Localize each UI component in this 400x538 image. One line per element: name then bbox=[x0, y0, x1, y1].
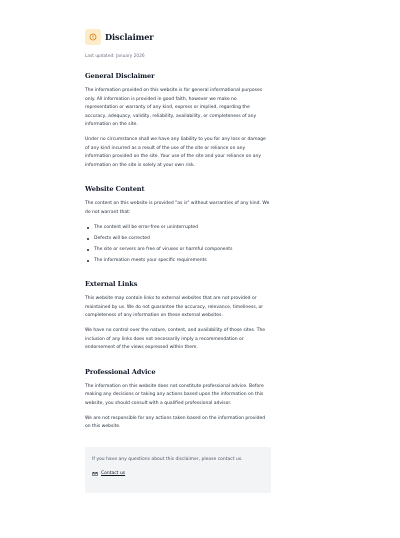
info-circle-icon bbox=[89, 33, 97, 41]
section-website-content bbox=[85, 185, 271, 268]
section-title: General Disclaimer bbox=[85, 72, 155, 80]
list-item bbox=[85, 257, 271, 268]
contact-link-label[interactable]: Contact us bbox=[101, 471, 126, 477]
mail-icon bbox=[92, 471, 98, 477]
paragraph: The information on this website does not constitute professional advice. Before making any decisions or taking any actions based upon the information on this website, you should consult with a qualified professional advisor. bbox=[85, 383, 264, 407]
paragraph: This website may contain links to external websites that are not provided or maintained by us. We do not guarantee the accuracy, relevance, timeliness, or completeness of any information on these external websites. bbox=[85, 296, 264, 319]
list-item bbox=[85, 235, 271, 246]
last-updated: Last updated: January 2026 bbox=[85, 54, 145, 59]
paragraph: We are not responsible for any actions taken based on the information provided on this website. bbox=[85, 415, 266, 430]
section-external-links bbox=[85, 280, 271, 353]
list-item-text: Defects will be corrected bbox=[94, 235, 150, 241]
page-title: Disclaimer bbox=[105, 32, 154, 42]
paragraph: The content on this website is provided "as is" without warranties of any kind. We do not warrant that: bbox=[85, 201, 270, 215]
paragraph: Under no circumstance shall we have any liability to you for any loss or damage of any kind incurred as a result of the use of the site or reliance on any information provided on the site. Your use of the site and your reliance on any information on the site is solely at your own risk. bbox=[85, 136, 266, 168]
list-item-text: The site or servers are free of viruses or harmful components bbox=[94, 246, 233, 252]
bullet-icon bbox=[87, 249, 89, 251]
list-item-text: The content will be error-free or uninterrupted bbox=[94, 224, 199, 230]
content-column bbox=[85, 27, 271, 493]
section-general-disclaimer bbox=[85, 72, 271, 170]
section-title: Website Content bbox=[85, 185, 145, 194]
list-item bbox=[85, 224, 271, 235]
section-title: External Links bbox=[85, 280, 138, 289]
section-professional-advice bbox=[85, 368, 271, 432]
contact-question: If you have any questions about this disclaimer, please contact us. bbox=[92, 456, 243, 462]
list-item-text: The information meets your specific requirements bbox=[94, 258, 207, 264]
warranty-list bbox=[85, 224, 271, 269]
info-icon-badge bbox=[85, 29, 101, 45]
bullet-icon bbox=[87, 238, 89, 240]
contact-callout bbox=[85, 447, 271, 493]
paragraph: The information provided on this website is for general informational purposes only. All information is provided in good faith, however we make no representation or warranty of any kind, express or implied, regarding the accuracy, adequacy, validity, reliability, availability, or completeness of any information on the site. bbox=[85, 88, 263, 128]
paragraph: We have no control over the nature, content, and availability of those sites. The inclusion of any links does not necessarily imply a recommendation or endorsement of the views expressed within them. bbox=[85, 328, 266, 351]
contact-us-link[interactable] bbox=[92, 470, 264, 478]
list-item bbox=[85, 246, 271, 257]
bullet-icon bbox=[87, 227, 89, 229]
page-header bbox=[85, 27, 271, 47]
bullet-icon bbox=[87, 260, 89, 262]
section-title: Professional Advice bbox=[85, 367, 156, 376]
